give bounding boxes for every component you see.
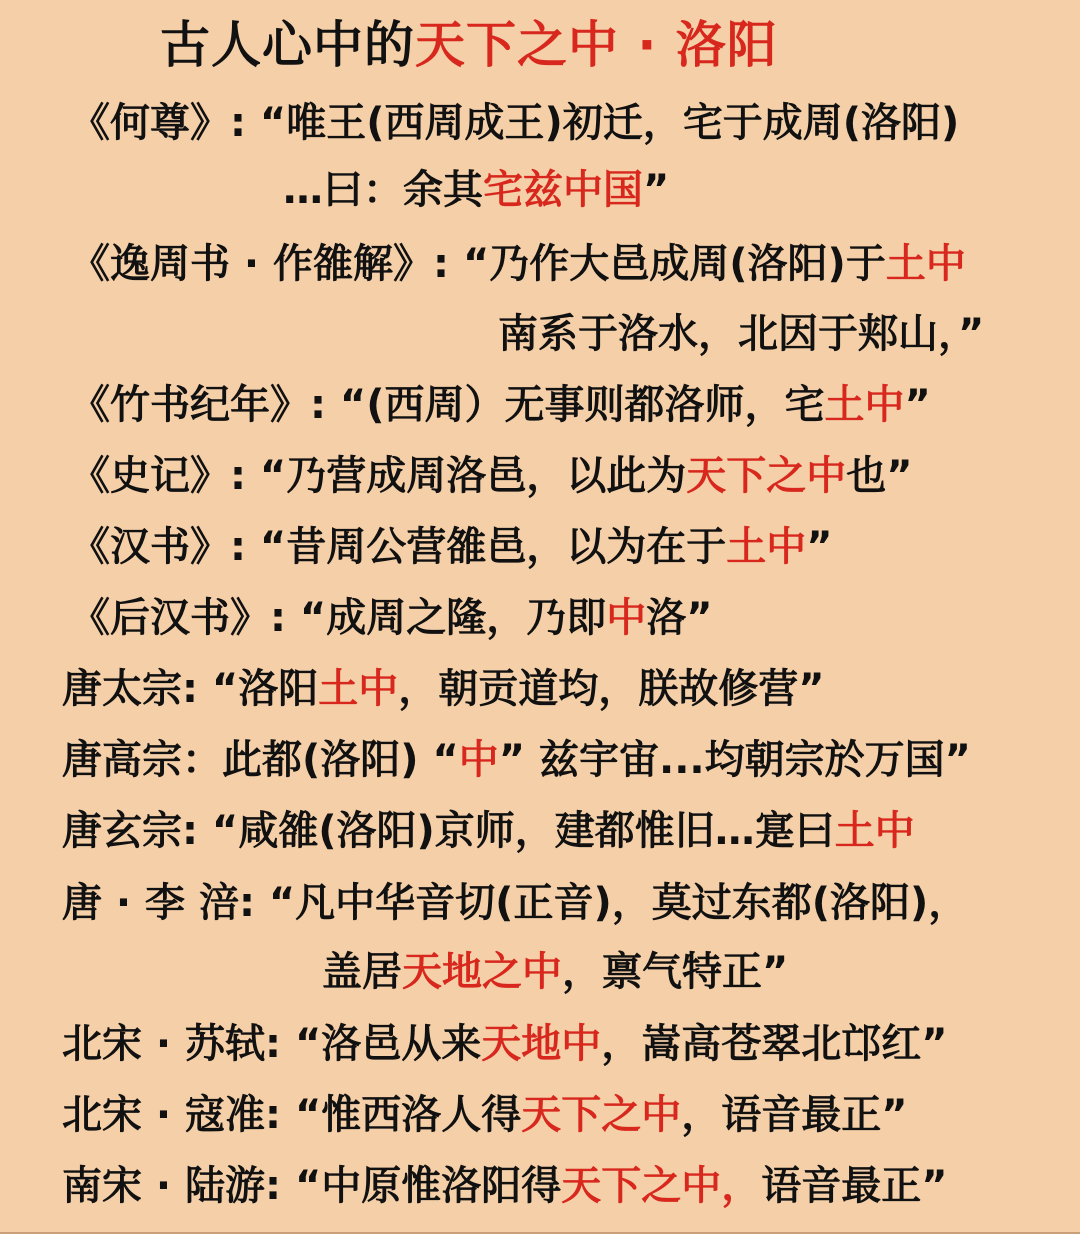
quote-text: 唐 · 李 涪: “凡中华音切(正音)，莫过东都(洛阳)， bbox=[62, 880, 969, 926]
quote-text: …曰：余其 bbox=[283, 167, 483, 213]
quote-text: ，朝贡道均，朕故修营” bbox=[398, 666, 825, 712]
highlight-text: 中 bbox=[458, 737, 499, 783]
quote-line bbox=[62, 1088, 908, 1142]
quote-line bbox=[70, 520, 833, 574]
quote-line bbox=[62, 662, 825, 716]
quote-line bbox=[70, 591, 713, 645]
highlight-text: 土中 bbox=[824, 382, 905, 428]
quote-text: 南宋 · 陆游: “中原惟洛阳得 bbox=[62, 1163, 562, 1209]
quote-line bbox=[62, 733, 971, 787]
title-black-part: 古人心中的 bbox=[160, 16, 415, 74]
quote-text: 《竹书纪年》: “(西周）无事则都洛师，宅 bbox=[70, 382, 825, 428]
quote-line bbox=[498, 307, 984, 361]
quote-text: 北宋 · 寇准: “惟西洛人得 bbox=[62, 1092, 522, 1138]
highlight-text: 天地之中 bbox=[402, 949, 562, 995]
quote-text: 唐太宗: “洛阳 bbox=[62, 666, 319, 712]
quote-text: 唐高宗：此都(洛阳) “ bbox=[62, 737, 459, 783]
highlight-text: 土中 bbox=[885, 241, 966, 287]
quote-text: 语音最正” bbox=[761, 1163, 948, 1209]
quote-text: 《何尊》: “唯王(西周成王)初迁，宅于成周(洛阳) bbox=[70, 100, 960, 146]
quote-text: 《汉书》: “昔周公营雒邑，以为在于 bbox=[70, 524, 727, 570]
quote-text: ” 兹宇宙...均朝宗於万国” bbox=[498, 737, 971, 783]
quote-text: 盖居 bbox=[322, 949, 402, 995]
highlight-text: 天下之中， bbox=[561, 1163, 762, 1209]
title-red-part: 天下之中 · 洛阳 bbox=[415, 16, 778, 74]
quote-line bbox=[62, 1017, 948, 1071]
quote-text: ，嵩高苍翠北邙红” bbox=[601, 1021, 948, 1067]
highlight-text: 天地中 bbox=[481, 1021, 602, 1067]
quote-text: 《史记》: “乃营成周洛邑，以此为 bbox=[70, 453, 687, 499]
highlight-text: 中 bbox=[606, 595, 647, 641]
quote-text: ” bbox=[904, 382, 931, 428]
quote-text: ，语音最正” bbox=[681, 1092, 908, 1138]
quote-text: 《逸周书 · 作雒解》: “乃作大邑成周(洛阳)于 bbox=[70, 241, 886, 287]
highlight-text: 土中 bbox=[834, 808, 915, 854]
quote-line bbox=[62, 876, 968, 930]
quote-line bbox=[62, 1159, 948, 1213]
quote-text: 北宋 · 苏轼: “洛邑从来 bbox=[62, 1021, 482, 1067]
quote-line bbox=[283, 163, 669, 217]
page-title bbox=[160, 12, 778, 78]
quote-line bbox=[62, 804, 915, 858]
quote-text: ，禀气特正” bbox=[562, 949, 789, 995]
highlight-text: 天下之中 bbox=[521, 1092, 682, 1138]
quote-text: 也” bbox=[846, 453, 913, 499]
highlight-text: 土中 bbox=[318, 666, 399, 712]
quote-line bbox=[70, 237, 966, 291]
highlight-text: 土中 bbox=[726, 524, 807, 570]
quote-line bbox=[322, 945, 788, 999]
quote-line bbox=[70, 378, 931, 432]
quote-text: 洛” bbox=[646, 595, 713, 641]
quote-text: ” bbox=[643, 167, 670, 213]
quote-text: 《后汉书》: “成周之隆，乃即 bbox=[70, 595, 607, 641]
highlight-text: 天下之中 bbox=[686, 453, 847, 499]
quote-line bbox=[70, 449, 913, 503]
quote-text: ” bbox=[806, 524, 833, 570]
quote-line bbox=[70, 96, 959, 150]
quote-text: 唐玄宗: “咸雒(洛阳)京师，建都惟旧…寔曰 bbox=[62, 808, 835, 854]
quote-text: 南系于洛水，北因于郏山，” bbox=[498, 311, 985, 357]
highlight-text: 宅兹中国 bbox=[483, 167, 643, 213]
